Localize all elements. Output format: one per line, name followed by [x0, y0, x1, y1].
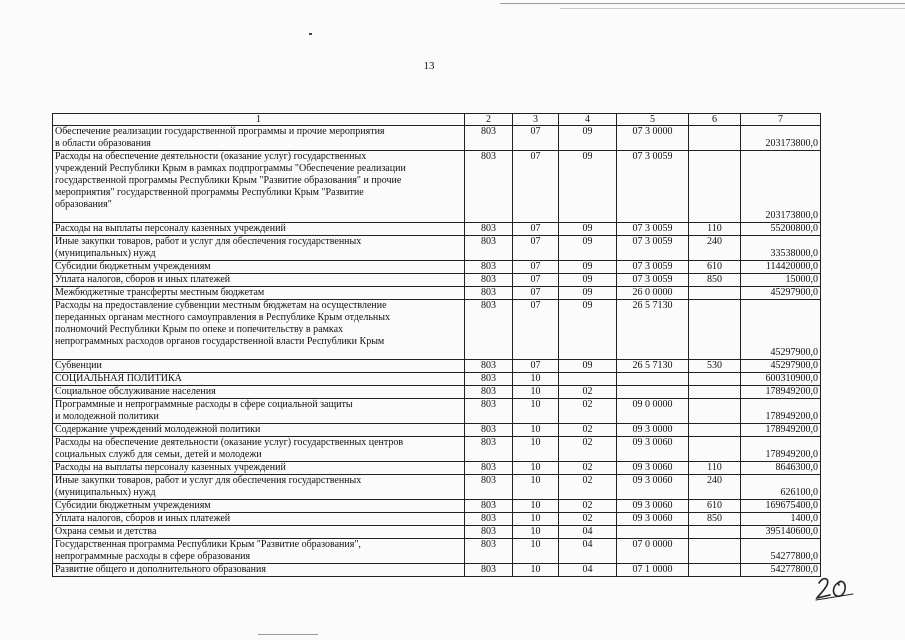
row-expense-type	[689, 386, 741, 399]
row-target-article	[617, 526, 689, 539]
row-target-article: 07 3 0000	[617, 126, 689, 151]
row-expense-type	[689, 526, 741, 539]
table-row	[53, 274, 821, 287]
row-description: Обеспечение реализации государственной программы и прочие мероприятия в области образования	[53, 126, 465, 151]
row-subsection-code: 02	[559, 437, 617, 462]
row-description: Расходы на предоставление субвенции местным бюджетам на осуществление переданных органам местного самоуправления в Республике Крым отдельных полномочий Республики Крым по опеке и попечительству в рамках непрограммных расходов органов государственной власти Республики Крым	[53, 300, 465, 360]
row-ministry-code: 803	[465, 564, 513, 577]
row-description: Субсидии бюджетным учреждениям	[53, 500, 465, 513]
row-subsection-code: 09	[559, 151, 617, 223]
table-row	[53, 437, 821, 462]
row-description: Субсидии бюджетным учреждениям	[53, 261, 465, 274]
row-subsection-code: 09	[559, 287, 617, 300]
row-section-code: 07	[513, 236, 559, 261]
table-row	[53, 373, 821, 386]
row-ministry-code: 803	[465, 526, 513, 539]
row-amount: 169675400,0	[741, 500, 821, 513]
row-ministry-code: 803	[465, 513, 513, 526]
row-ministry-code: 803	[465, 360, 513, 373]
row-description: Расходы на обеспечение деятельности (оказание услуг) государственных учреждений Республики Крым в рамках подпрограммы "Обеспечение реализации государственной программы Республики Крым "Развитие образования" и прочие мероприятия" государственной программы Республики Крым "Развитие образования"	[53, 151, 465, 223]
row-description: Уплата налогов, сборов и иных платежей	[53, 274, 465, 287]
row-amount: 203173800,0	[741, 126, 821, 151]
row-amount: 54277800,0	[741, 539, 821, 564]
page-number: 13	[423, 60, 435, 72]
row-subsection-code: 09	[559, 236, 617, 261]
row-ministry-code: 803	[465, 399, 513, 424]
row-description: Межбюджетные трансферты местным бюджетам	[53, 287, 465, 300]
row-subsection-code: 04	[559, 564, 617, 577]
row-amount: 114420000,0	[741, 261, 821, 274]
table-header-row	[53, 114, 821, 126]
table-row	[53, 126, 821, 151]
row-target-article	[617, 373, 689, 386]
scan-edge-line-bottom	[258, 634, 318, 635]
row-description: Программные и непрограммные расходы в сфере социальной защиты и молодежной политики	[53, 399, 465, 424]
budget-table	[52, 113, 821, 577]
row-description: Уплата налогов, сборов и иных платежей	[53, 513, 465, 526]
row-description: Расходы на выплаты персоналу казенных учреждений	[53, 462, 465, 475]
row-ministry-code: 803	[465, 424, 513, 437]
row-expense-type	[689, 539, 741, 564]
row-expense-type: 240	[689, 475, 741, 500]
row-expense-type: 850	[689, 513, 741, 526]
row-section-code: 07	[513, 300, 559, 360]
row-subsection-code: 02	[559, 399, 617, 424]
header-cell-5: 5	[617, 114, 689, 126]
table-row	[53, 462, 821, 475]
row-subsection-code	[559, 373, 617, 386]
table-row	[53, 386, 821, 399]
row-description: Охрана семьи и детства	[53, 526, 465, 539]
row-description: Расходы на обеспечение деятельности (оказание услуг) государственных центров социальных служб для семьи, детей и молодежи	[53, 437, 465, 462]
row-amount: 45297900,0	[741, 300, 821, 360]
row-section-code: 07	[513, 287, 559, 300]
row-subsection-code: 09	[559, 360, 617, 373]
table-row	[53, 287, 821, 300]
row-ministry-code: 803	[465, 261, 513, 274]
row-section-code: 10	[513, 513, 559, 526]
row-amount: 15000,0	[741, 274, 821, 287]
row-amount: 55200800,0	[741, 223, 821, 236]
table-row	[53, 300, 821, 360]
row-subsection-code: 09	[559, 126, 617, 151]
row-subsection-code: 09	[559, 223, 617, 236]
row-amount: 45297900,0	[741, 287, 821, 300]
header-cell-3: 3	[513, 114, 559, 126]
row-subsection-code: 02	[559, 475, 617, 500]
row-expense-type	[689, 437, 741, 462]
row-expense-type: 610	[689, 500, 741, 513]
row-amount: 600310900,0	[741, 373, 821, 386]
row-target-article: 26 0 0000	[617, 287, 689, 300]
row-description: Иные закупки товаров, работ и услуг для обеспечения государственных (муниципальных) нужд	[53, 475, 465, 500]
row-amount: 8646300,0	[741, 462, 821, 475]
row-ministry-code: 803	[465, 386, 513, 399]
row-amount: 1400,0	[741, 513, 821, 526]
row-description: Содержание учреждений молодежной политики	[53, 424, 465, 437]
row-expense-type	[689, 300, 741, 360]
row-ministry-code: 803	[465, 236, 513, 261]
row-description: Иные закупки товаров, работ и услуг для обеспечения государственных (муниципальных) нужд	[53, 236, 465, 261]
handwritten-page-mark	[815, 574, 855, 602]
header-cell-6: 6	[689, 114, 741, 126]
row-target-article: 09 3 0060	[617, 462, 689, 475]
row-amount: 45297900,0	[741, 360, 821, 373]
row-expense-type	[689, 373, 741, 386]
row-section-code: 10	[513, 564, 559, 577]
row-expense-type: 610	[689, 261, 741, 274]
row-ministry-code: 803	[465, 437, 513, 462]
row-description: Субвенции	[53, 360, 465, 373]
row-section-code: 10	[513, 399, 559, 424]
row-amount: 178949200,0	[741, 386, 821, 399]
row-target-article: 07 3 0059	[617, 274, 689, 287]
row-ministry-code: 803	[465, 462, 513, 475]
row-section-code: 10	[513, 475, 559, 500]
row-target-article: 07 3 0059	[617, 223, 689, 236]
row-target-article	[617, 386, 689, 399]
table-row	[53, 399, 821, 424]
row-subsection-code: 04	[559, 526, 617, 539]
table-row	[53, 151, 821, 223]
row-description: Государственная программа Республики Крым "Развитие образования", непрограммные расходы в сфере образования	[53, 539, 465, 564]
row-section-code: 07	[513, 151, 559, 223]
header-cell-1: 1	[53, 114, 465, 126]
row-section-code: 10	[513, 462, 559, 475]
row-target-article: 26 5 7130	[617, 300, 689, 360]
row-target-article: 09 3 0060	[617, 513, 689, 526]
row-description: Социальное обслуживание населения	[53, 386, 465, 399]
table-row	[53, 526, 821, 539]
row-target-article: 07 3 0059	[617, 151, 689, 223]
row-target-article: 09 3 0000	[617, 424, 689, 437]
row-ministry-code: 803	[465, 287, 513, 300]
row-target-article: 07 3 0059	[617, 236, 689, 261]
row-description: Расходы на выплаты персоналу казенных учреждений	[53, 223, 465, 236]
row-expense-type: 850	[689, 274, 741, 287]
header-cell-7: 7	[741, 114, 821, 126]
row-section-code: 10	[513, 500, 559, 513]
table-row	[53, 513, 821, 526]
row-expense-type: 530	[689, 360, 741, 373]
scan-speck	[309, 33, 312, 35]
row-section-code: 07	[513, 261, 559, 274]
header-cell-2: 2	[465, 114, 513, 126]
row-expense-type	[689, 399, 741, 424]
row-ministry-code: 803	[465, 223, 513, 236]
row-amount: 178949200,0	[741, 399, 821, 424]
row-section-code: 07	[513, 126, 559, 151]
table-row	[53, 360, 821, 373]
row-subsection-code: 02	[559, 424, 617, 437]
row-target-article: 07 3 0059	[617, 261, 689, 274]
row-ministry-code: 803	[465, 539, 513, 564]
row-amount: 33538000,0	[741, 236, 821, 261]
row-section-code: 10	[513, 424, 559, 437]
table-row	[53, 564, 821, 577]
row-subsection-code: 09	[559, 274, 617, 287]
row-expense-type: 240	[689, 236, 741, 261]
row-expense-type	[689, 564, 741, 577]
table-row	[53, 236, 821, 261]
row-expense-type	[689, 151, 741, 223]
table-row	[53, 223, 821, 236]
row-ministry-code: 803	[465, 475, 513, 500]
row-target-article: 09 0 0000	[617, 399, 689, 424]
row-ministry-code: 803	[465, 274, 513, 287]
table-row	[53, 539, 821, 564]
header-cell-4: 4	[559, 114, 617, 126]
table-row	[53, 261, 821, 274]
row-amount: 178949200,0	[741, 424, 821, 437]
row-ministry-code: 803	[465, 151, 513, 223]
row-description: Развитие общего и дополнительного образования	[53, 564, 465, 577]
row-section-code: 10	[513, 539, 559, 564]
row-section-code: 07	[513, 274, 559, 287]
row-amount: 178949200,0	[741, 437, 821, 462]
row-section-code: 10	[513, 373, 559, 386]
row-expense-type	[689, 424, 741, 437]
row-target-article: 07 0 0000	[617, 539, 689, 564]
row-subsection-code: 02	[559, 500, 617, 513]
row-expense-type: 110	[689, 223, 741, 236]
row-target-article: 09 3 0060	[617, 437, 689, 462]
row-subsection-code: 02	[559, 513, 617, 526]
row-section-code: 07	[513, 223, 559, 236]
row-amount: 626100,0	[741, 475, 821, 500]
table-row	[53, 500, 821, 513]
row-description: СОЦИАЛЬНАЯ ПОЛИТИКА	[53, 373, 465, 386]
row-section-code: 10	[513, 526, 559, 539]
row-target-article: 09 3 0060	[617, 500, 689, 513]
row-expense-type	[689, 126, 741, 151]
row-subsection-code: 09	[559, 261, 617, 274]
row-target-article: 26 5 7130	[617, 360, 689, 373]
row-section-code: 07	[513, 360, 559, 373]
row-section-code: 10	[513, 437, 559, 462]
row-amount: 203173800,0	[741, 151, 821, 223]
row-target-article: 07 1 0000	[617, 564, 689, 577]
row-ministry-code: 803	[465, 373, 513, 386]
table-row	[53, 424, 821, 437]
scan-edge-line	[500, 3, 905, 4]
row-expense-type: 110	[689, 462, 741, 475]
table-row	[53, 475, 821, 500]
row-expense-type	[689, 287, 741, 300]
row-amount: 54277800,0	[741, 564, 821, 577]
row-subsection-code: 02	[559, 386, 617, 399]
row-ministry-code: 803	[465, 300, 513, 360]
row-subsection-code: 09	[559, 300, 617, 360]
row-subsection-code: 02	[559, 462, 617, 475]
row-section-code: 10	[513, 386, 559, 399]
row-subsection-code: 04	[559, 539, 617, 564]
row-target-article: 09 3 0060	[617, 475, 689, 500]
row-ministry-code: 803	[465, 126, 513, 151]
scan-edge-line-secondary	[560, 8, 905, 9]
row-amount: 395140600,0	[741, 526, 821, 539]
row-ministry-code: 803	[465, 500, 513, 513]
